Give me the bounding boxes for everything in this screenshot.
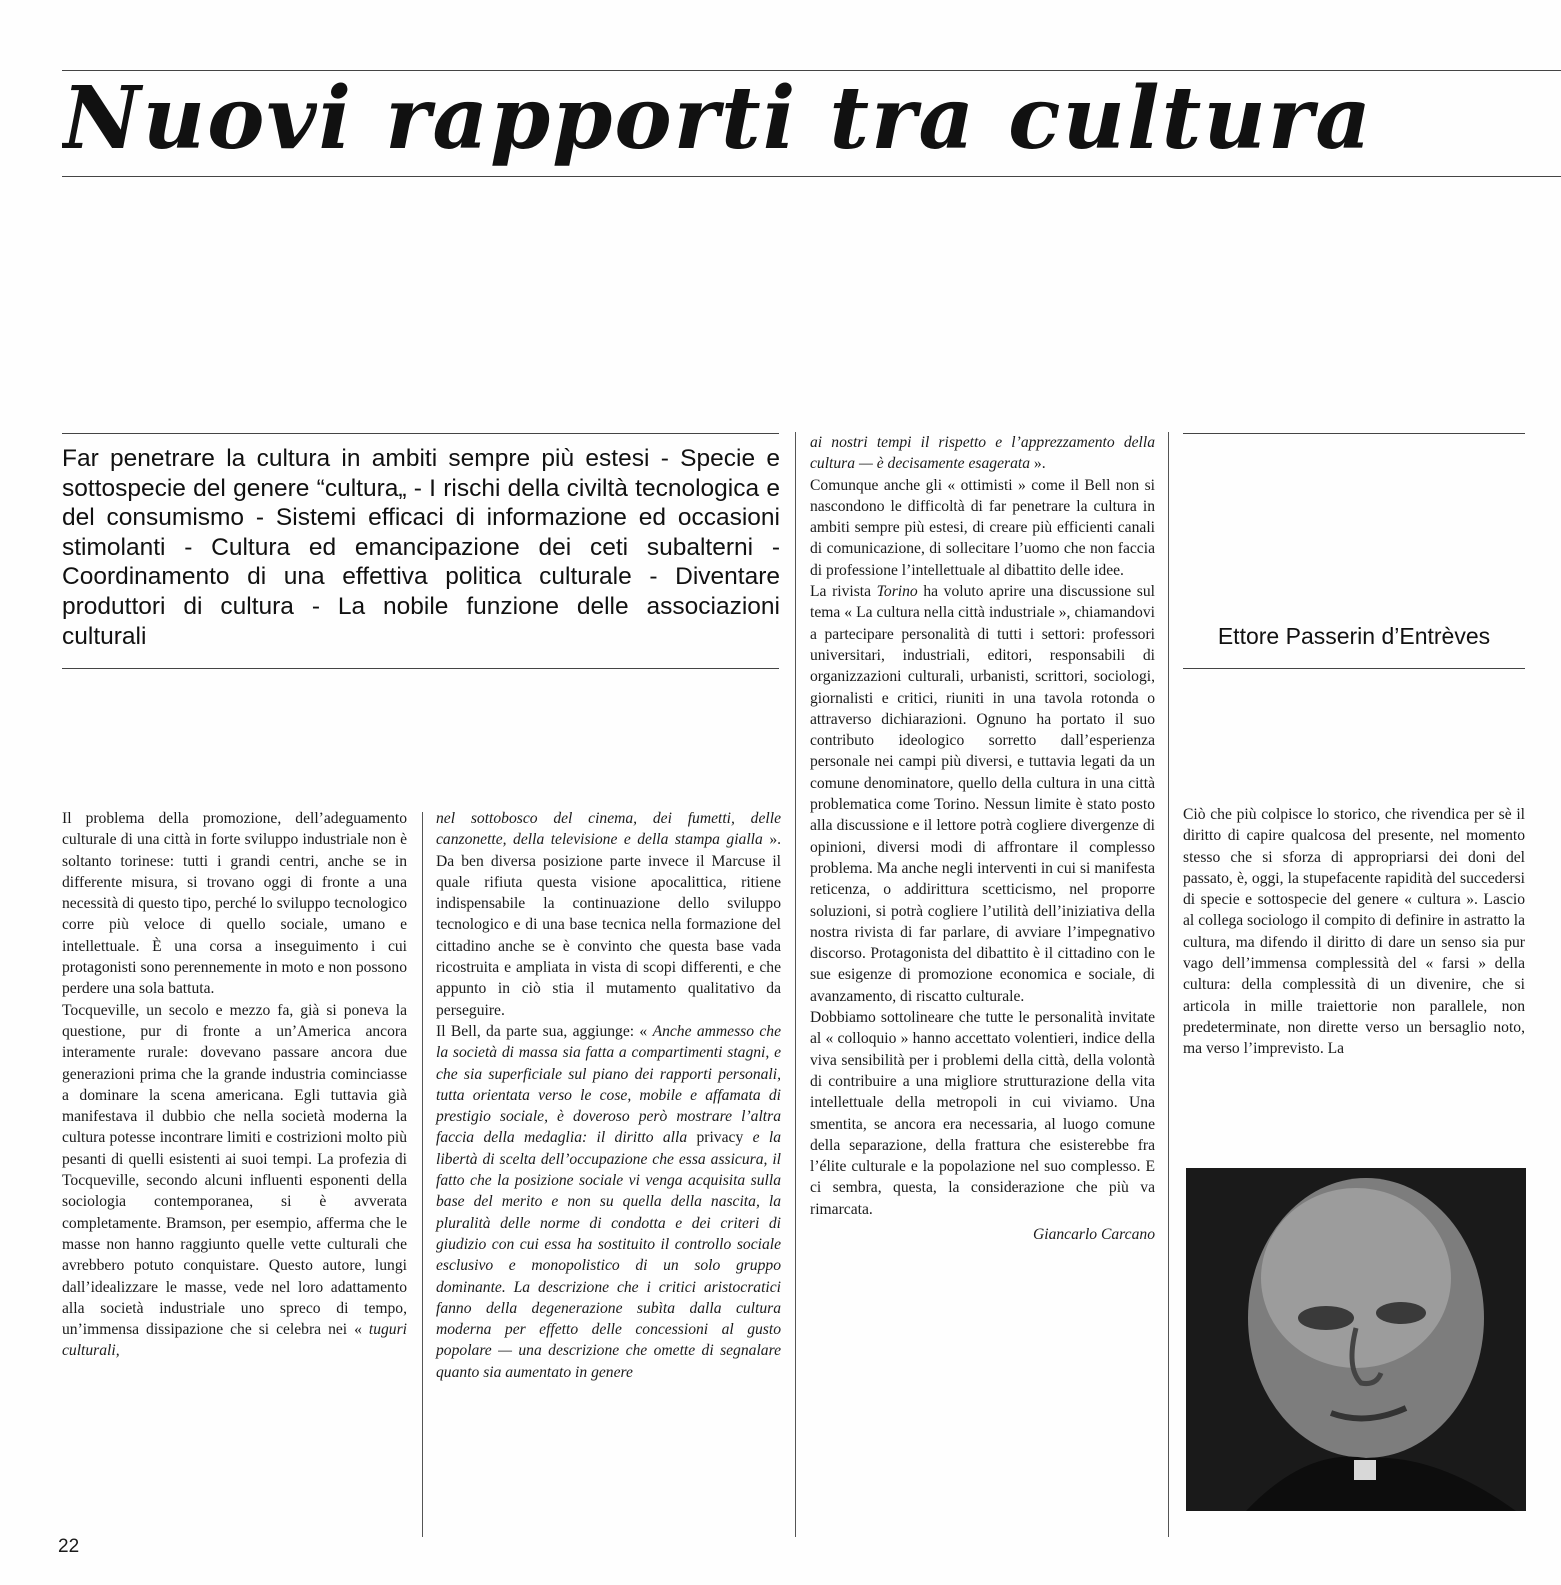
italic-text: Anche ammesso che la società di massa sia fatta a compartimenti stagni, e che sia superficiale sul piano dei rapporti personali, tutta orientata verso le cose, mobile e affamata di prestigio sociale, è doveroso però mostrare l’altra faccia della medaglia: il diritto alla (436, 1022, 781, 1147)
paragraph-text: privacy (696, 1129, 744, 1147)
column-divider-2 (795, 432, 796, 1537)
author-name: Ettore Passerin d’Entrèves (1217, 623, 1491, 649)
paragraph-text: ». Da ben diversa posizione parte invece il Marcuse il quale rifiuta questa visione apocalittica, ritiene indispensabile la continuazione dello sviluppo tecnologico e di una base tecnica nella formazione del cittadino anche se è convinto che questa base vada ricostruita e ampliata in vista di scopi differenti, e che appunto in ciò stia il mutamento qualitativo da perseguire. (436, 831, 782, 1019)
italic-text: nel sottobosco del cinema, dei fumetti, delle canzonette, della televisione e della stampa gialla (436, 810, 781, 849)
title-bottom-rule (62, 176, 1561, 177)
paragraph (810, 581, 1155, 1007)
column-divider-1 (422, 812, 423, 1537)
italic-text: e la libertà di scelta dell’occupazione che essa assicura, il fatto che la posizione sociale vi venga acquisita sulla base del merito e non su quella della nascita, la pluralità delle norme di condotta e dei criteri di giudizio con cui essa ha sostituito il controllo sociale esclusivo e monopolistico di un solo gruppo dominante. La descrizione che i critici aristocratici fanno della degenerazione subìta dalla cultura moderna per effetto delle concessioni al gusto popolare — una descrizione che omette di segnalare quanto sia aumentato in genere (436, 1129, 781, 1381)
paragraph-text: Il Bell, da parte sua, aggiunge: « (436, 1022, 648, 1040)
paragraph: Comunque anche gli « ottimisti » come il Bell non si nascondono le difficoltà di far penetrare la cultura in ambiti sempre più estesi, di creare più efficienti canali di comunicazione, di sollecitare l’uomo che non faccia di professione l’intellettuale al dibattito delle idee. (810, 476, 1155, 579)
column-divider-3 (1168, 432, 1169, 1537)
text-column-2 (436, 808, 781, 1383)
author-portrait-photo (1186, 1168, 1526, 1511)
portrait-illustration (1186, 1168, 1526, 1511)
text-column-1 (62, 808, 407, 1362)
paragraph: Ciò che più colpisce lo storico, che rivendica per sè il diritto di capire qualcosa del presente, nel momento stesso che si sforza di appropriarsi dei doni del passato, è, oggi, la stupefacente rapidità del succedersi di specie e sottospecie del genere « cultura ». Lascio al collega sociologo il compito di definire in astratto la cultura, ma difendo il diritto di dare un senso sia pur vago dell’immensa complessità del « farsi » della cultura: della complessità di un divenire, che si articola in mille traiettorie non parallele, non predeterminate, non dirette verso un bersaglio noto, ma verso l’imprevisto. La (1183, 806, 1525, 1058)
author-top-rule (1183, 433, 1525, 434)
subtitle-bottom-rule (62, 668, 779, 669)
paragraph (436, 808, 781, 1021)
italic-text: Torino (876, 583, 918, 601)
paragraph-text: ha voluto aprire una discussione sul tema « La cultura nella città industriale », chiamandovi a partecipare personalità di tutti i settori: professori universitari, industriali, editori, responsabili di organizzazioni culturali, urbanisti, scrittori, sociologi, giornalisti e critici, riuniti in una tavola rotonda o attraverso dichiarazioni. Ognuno ha portato il suo contributo ideologico sorretto dall’esperienza personale nei campi più diversi, e tuttavia legati da un comune denominatore, quello della cultura in una città problematica come Torino. Nessun limite è stato posto alla discussione e il lettore potrà cogliere divergenze di opinioni, diversi modi di affrontare il complesso problema. Ma anche negli interventi in cui si manifesta reticenza, o addirittura scetticismo, nel proporre soluzioni, si potrà cogliere l’utilità dell’iniziativa della nostra rivista di far parlare, di avviare l’impegnativo discorso. Protagonista del dibattito è il cittadino con le sue esigenze di promozione economica e sociale, di avanzamento, di riscatto culturale. (810, 583, 1155, 1005)
article-subtitle: Far penetrare la cultura in ambiti sempre più estesi - Specie e sottospecie del genere “cultura„ - I rischi della civiltà tecnologica e del consumismo - Sistemi efficaci di informazione ed occasioni stimolanti - Cultura ed emancipazione dei ceti subalterni - Coordinamento di una effettiva politica culturale - Diventare produttori di cultura - La nobile funzione delle associazioni culturali (62, 445, 780, 650)
paragraph-text: La rivista (810, 583, 872, 601)
paragraph (436, 1021, 781, 1383)
author-bottom-rule (1183, 668, 1525, 669)
italic-text: ai nostri tempi il rispetto e l’apprezzamento della cultura — è decisamente esagerata (810, 434, 1155, 473)
paragraph: Dobbiamo sottolineare che tutte le personalità invitate al « colloquio » hanno accettato volentieri, indice della viva sensibilità per i problemi della città, della volontà di contribuire a una migliore strutturazione della vita intellettuale della metropoli in cui viviamo. Una smentita, se ancora era necessaria, al luogo comune della separazione, della frattura che esisterebbe fra l’élite culturale e la popolazione nel suo complesso. E ci sembra, questa, la considerazione che più va rimarcata. (810, 1009, 1155, 1218)
paragraph: Il problema della promozione, dell’adeguamento culturale di una città in forte sviluppo industriale non è soltanto torinese: tutti i grandi centri, anche se in differente misura, si trovano oggi di fronte a una necessità di questo tipo, perché lo sviluppo tecnologico corre più veloce di quello sociale, umano e intellettuale. È una corsa a inseguimento i cui protagonisti sono perennemente in moto e non possono perdere una sola battuta. (62, 810, 407, 998)
article-title: Nuovi rapporti tra cultura (62, 68, 1373, 169)
text-column-4 (1183, 804, 1525, 1060)
italic-text: tuguri culturali, (62, 1321, 407, 1360)
signature: Giancarlo Carcano (1032, 1225, 1155, 1243)
paragraph (62, 1000, 407, 1362)
text-column-3 (810, 432, 1155, 1245)
paragraph-text: Tocqueville, un secolo e mezzo fa, già si poneva la questione, pur di fronte a un’America ancora interamente rurale: dovevano passare ancora due generazioni prima che la grande industria cominciasse a dominare la scena americana. Egli tuttavia già manifestava il dubbio che nella società moderna la cultura potesse incontrare limiti e costrizioni molto più pesanti di quelli esistenti ai suoi tempi. La profezia di Tocqueville, secondo alcuni influenti esponenti della sociologia contemporanea, si è avverata completamente. Bramson, per esempio, afferma che le masse non hanno raggiunto quelle vette culturali che avrebbero potuto conquistare. Questo autore, lungi dall’idealizzare le masse, vede nel loro adattamento alla società industriale uno spreco di tempo, un’immensa dissipazione che si celebra nei « (62, 1001, 407, 1339)
paragraph (810, 432, 1155, 475)
paragraph-text: ». (1033, 455, 1046, 473)
subtitle-top-rule (62, 433, 779, 434)
page-number: 22 (58, 1536, 80, 1557)
